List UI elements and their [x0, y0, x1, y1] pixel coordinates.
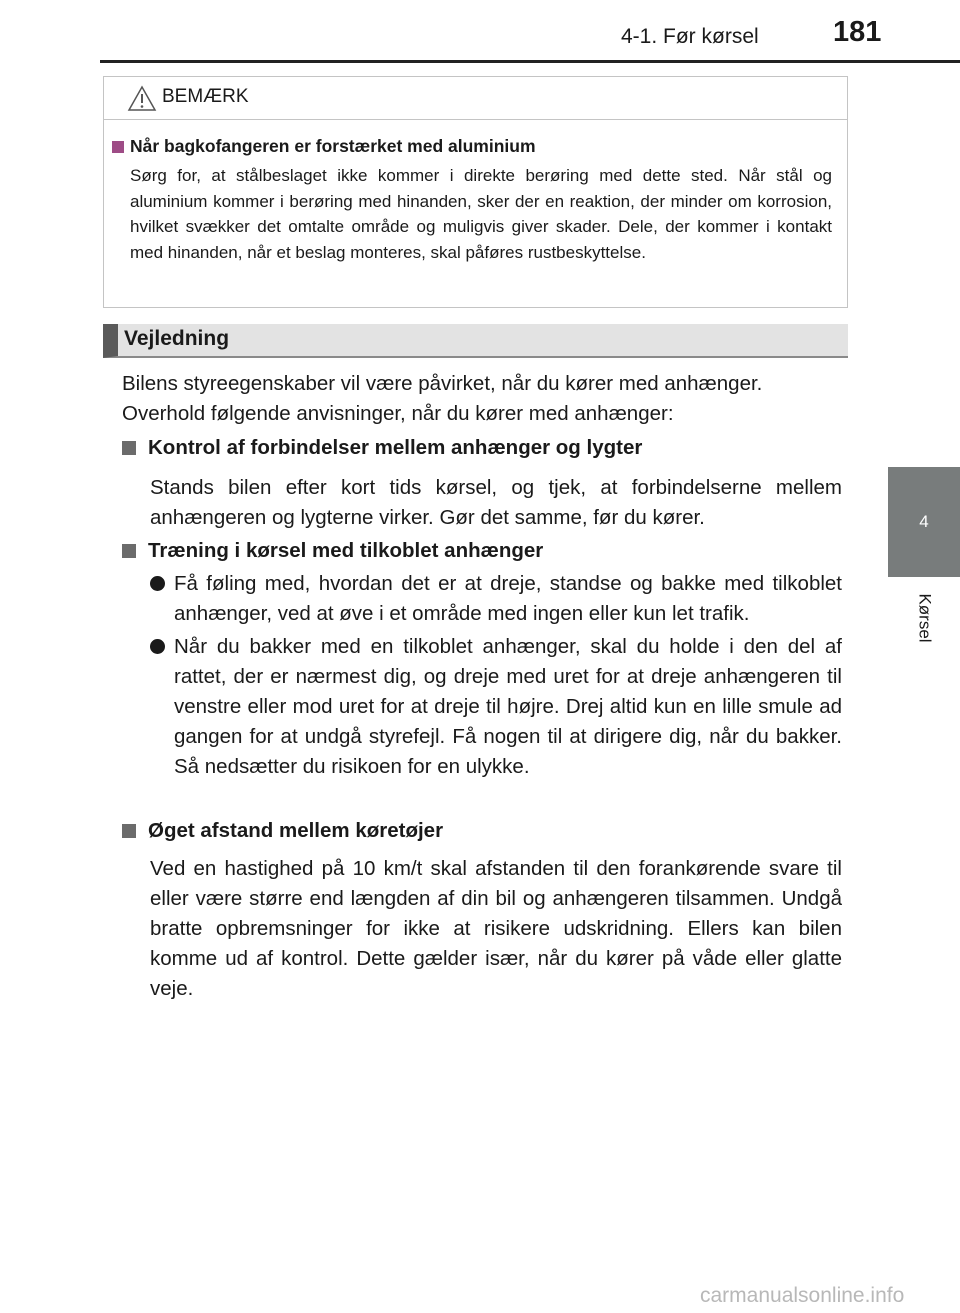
chapter-number: 4 — [919, 512, 929, 531]
square-bullet-icon — [122, 544, 136, 558]
notice-box — [103, 76, 848, 308]
notice-title: BEMÆRK — [162, 86, 249, 107]
list-item: Få føling med, hvordan det er at dreje, standse og bakke med tilkoblet anhænger, ved at øve i et område med ingen eller kun let trafik. — [150, 569, 842, 629]
warning-triangle-icon — [127, 85, 157, 117]
square-bullet-icon — [122, 824, 136, 838]
square-bullet-icon — [122, 441, 136, 455]
notice-subheading: Når bagkofangeren er forstærket med aluminium — [112, 136, 536, 157]
watermark: carmanualsonline.info — [700, 1284, 905, 1307]
guidance-title-bar — [103, 324, 848, 358]
notice-text: Sørg for, at stålbeslaget ikke kommer i direkte berøring med dette sted. Når stål og aluminium kommer i berøring med hinanden, sker der en reaktion, der minder om korrosion, hvilket svækker det omtalte område og muligvis giver skader. Dele, der kommer i kontakt med hinanden, når et beslag monteres, skal påføres rustbeskyttelse. — [130, 166, 832, 262]
bullet-dot-icon — [150, 576, 165, 591]
section-label: 4-1. Før kørsel — [621, 25, 759, 48]
guidance-intro: Bilens styreegenskaber vil være påvirket, når du kører med anhænger. Overhold følgende anvisninger, når du kører med anhænger: — [122, 372, 763, 425]
bullet-dot-icon — [150, 639, 165, 654]
guidance-title: Vejledning — [124, 327, 230, 350]
square-bullet-icon — [112, 141, 124, 153]
section-text: Ved en hastighed på 10 km/t skal afstanden til den forankørende svare til eller være større end længden af din bil og anhængeren tilsammen. Undgå bratte opbremsninger for ikke at risikere udskridning. Ellers kan bilen komme ud af kontrol. Dette gælder især, når du kører på våde eller glatte veje. — [150, 857, 842, 1000]
section-heading: Øget afstand mellem køretøjer — [122, 819, 443, 843]
chapter-label: Kørsel — [916, 593, 935, 643]
notice-header — [104, 77, 847, 120]
chapter-tab[interactable] — [888, 467, 960, 577]
list-item: Når du bakker med en tilkoblet anhænger, skal du holde i den del af rattet, der er nærmest dig, og dreje med uret for at dreje anhængeren til venstre eller mod uret for at dreje til højre. Drej altid kun en lille smule ad gangen for at undgå styrefejl. Få nogen til at dirigere dig, når du bakker. Så nedsætter du risikoen for en ulykke. — [150, 632, 842, 782]
section-heading: Træning i kørsel med tilkoblet anhænger — [122, 539, 543, 563]
section-heading: Kontrol af forbindelser mellem anhænger og lygter — [122, 436, 642, 460]
header-divider — [100, 60, 960, 63]
page-number: 181 — [833, 16, 882, 48]
section-text: Stands bilen efter kort tids kørsel, og tjek, at forbindelserne mellem anhængeren og lygterne virker. Gør det samme, før du kører. — [150, 476, 842, 529]
